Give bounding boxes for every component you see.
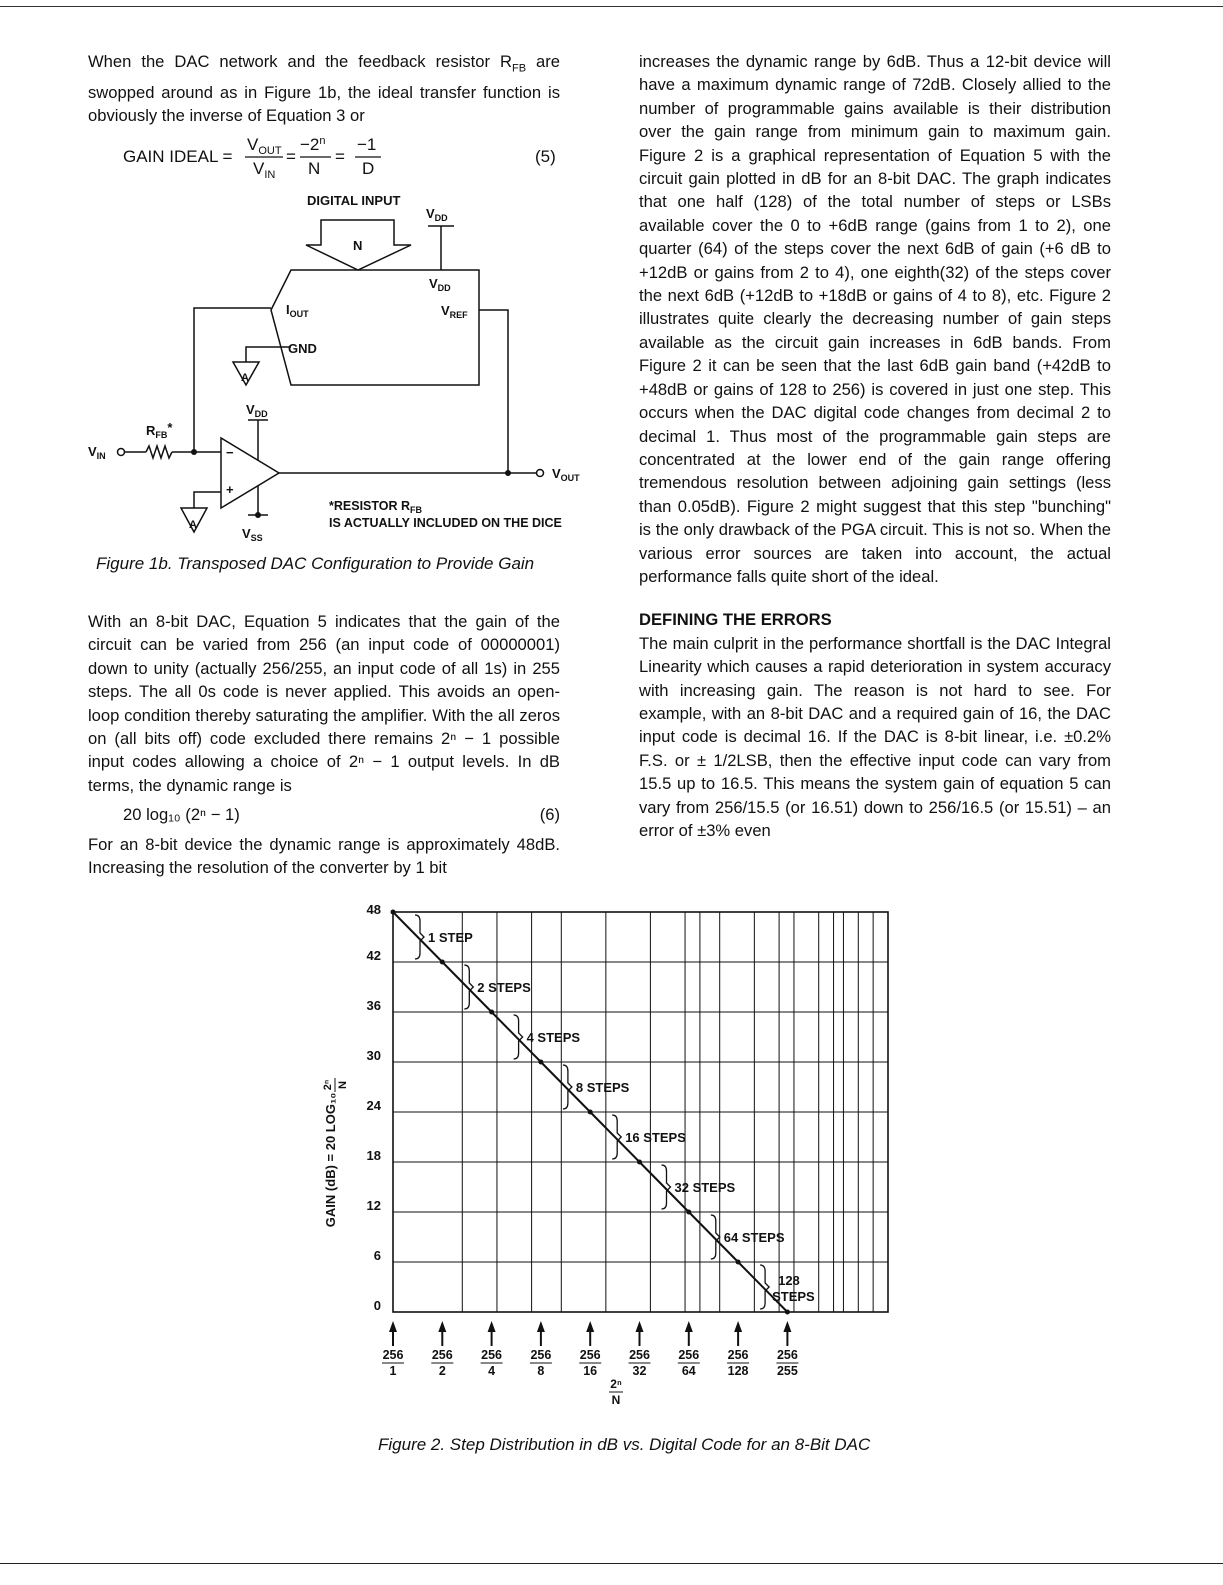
y-tick-label: 24: [366, 1098, 381, 1113]
x-tick-arrow-head: [685, 1321, 693, 1332]
vdd-label: $V_{DD}$: [426, 206, 448, 223]
text-run: are swopped around as in Figure 1b, the ideal transfer function is obviously the inverse of Equation 3 or: [88, 52, 561, 126]
junction-dot: [505, 470, 511, 476]
step-label: STEPS: [772, 1289, 815, 1304]
digital-input-label: DIGITAL INPUT: [307, 193, 401, 208]
step-label: 16 STEPS: [625, 1130, 686, 1145]
junction-dot: [255, 512, 261, 518]
right-paragraph-2: The main culprit in the performance shortfall is the DAC Integral Linearity which causes a rapid deterioration in system accuracy with increasing gain. The reason is not hard to see. For example, with an 8-bit DAC and a required gain of 16, the DAC input code is decimal 16. If the DAC is 8-bit linear, i.e. ±0.2% F.S. or ± 1/2LSB, then the effective input code can vary from 15.5 up to 16.5. This means the system gain of equation 5 can vary from 256/15.5 (or 16.51) down to 256/16.5 (or 15.51) – an error of ±3% even: [639, 633, 1111, 840]
rfb-resistor: [146, 446, 172, 458]
step-label: 32 STEPS: [674, 1180, 736, 1195]
y-frac-num: 2ⁿ: [322, 1079, 334, 1091]
eq-sign: =: [286, 147, 296, 166]
y-tick-label: 12: [366, 1198, 381, 1213]
iout-label: $I_{OUT}$: [286, 302, 309, 319]
step-label: 8 STEPS: [575, 1080, 630, 1095]
data-point: [785, 1310, 790, 1315]
figure-2-chart: [300, 895, 920, 1430]
vout-terminal: [537, 470, 544, 477]
equation-6: [88, 803, 560, 826]
x-frac-den: N: [611, 1393, 621, 1407]
noninverting-wire: [194, 492, 221, 508]
vref-wire: [479, 310, 508, 472]
x-tick-denominator: 2: [438, 1364, 446, 1378]
data-point: [637, 1160, 642, 1165]
x-tick-numerator: 256: [481, 1348, 503, 1362]
chart-grid: [393, 912, 888, 1312]
gnd-label: GND: [288, 341, 317, 356]
equation-5-graphic: [123, 136, 560, 186]
junction-dot: [191, 449, 197, 455]
x-tick-arrow-head: [537, 1321, 545, 1332]
subscript: FB: [511, 62, 527, 75]
data-point: [686, 1210, 691, 1215]
x-tick-denominator: 64: [681, 1364, 696, 1378]
y-frac-den: N: [337, 1081, 349, 1089]
minus-sign: −: [226, 445, 234, 460]
equation-5: [123, 136, 560, 186]
resistor-note-line1: *RESISTOR $R_{FB}$: [329, 499, 423, 515]
x-tick-arrow-head: [586, 1321, 594, 1332]
figure-1b-caption: Figure 1b. Transposed DAC Configuration to Provide Gain: [96, 554, 535, 573]
x-tick-numerator: 256: [776, 1348, 798, 1362]
data-point: [440, 960, 445, 965]
a-label: A: [241, 372, 249, 384]
vdd-label-2: $V_{DD}$: [429, 276, 451, 293]
x-tick-denominator: 255: [776, 1364, 798, 1378]
left-paragraph-2: With an 8-bit DAC, Equation 5 indicates that the gain of the circuit can be varied from 256 (an input code of 00000001) down to unity (actually 256/255, an input code of all 1s) in 255 steps. The all 0s code is never applied. This avoids an open-loop condition thereby saturating the amplifier. With the all zeros on (all bits off) code excluded there remains 2ⁿ − 1 possible input codes allowing a choice of 2ⁿ − 1 output levels. In dB terms, the dynamic range is: [88, 612, 560, 795]
y-tick-label: 48: [366, 902, 381, 917]
eq-num2: $-2^n$: [300, 136, 326, 154]
figure-1b-circuit: [86, 190, 586, 550]
left-paragraph-3: For an 8-bit device the dynamic range is approximately 48dB. Increasing the resolution of the converter by 1 bit: [88, 834, 560, 878]
right-paragraph-1: increases the dynamic range by 6dB. Thus a 12-bit device will have a maximum dynamic range of 72dB. Closely allied to the number of programmable gains available is their distribution over the gain range from minimum gain to maximum gain. Figure 2 is a graphical representation of Equation 5 with the circuit gain plotted in dB for an 8-bit DAC. The graph indicates that one half (128) of the total number of steps or LSBs available cover the 0 to +6dB range (gains from 1 to 2), one quarter (64) of the steps cover the next 6dB of gain (+6 dB to +12dB or gains from 2 to 4), one eighth(32) of the steps cover the next 6dB (+12dB to +18dB or gains of 4 to 8), etc. Figure 2 illustrates quite clearly the decreasing number of gain steps available as the circuit gain increases in 6dB bands. From Figure 2 it can be seen that the last 6dB gain band (+42dB to +48dB or gains of 128 to 256) is covered in just one step. This occurs when the DAC digital code changes from decimal 2 to decimal 1. Thus most of the programmable gain steps are concentrated at the lower end of the gain range offering tremendous resolution between adjoining gain settings (less than 0.05dB). Figure 2 might suggest that this step "bunching" is the only drawback of the PGA circuit. This is not so. When the various error sources are taken into account, the actual performance falls quite short of the ideal.: [639, 52, 1111, 586]
y-tick-label: 0: [373, 1298, 381, 1313]
y-axis-fraction: [322, 1078, 349, 1092]
x-tick-numerator: 256: [579, 1348, 601, 1362]
x-tick-numerator: 256: [530, 1348, 552, 1362]
section-heading: DEFINING THE ERRORS: [639, 610, 832, 630]
x-tick-arrow-head: [438, 1321, 446, 1332]
vdd-op-label: $V_{DD}$: [246, 402, 268, 419]
data-point: [588, 1110, 593, 1115]
left-paragraph-1: [88, 50, 560, 128]
x-tick-labels: [382, 1321, 798, 1378]
x-tick-numerator: 256: [678, 1348, 700, 1362]
x-tick-denominator: 8: [537, 1364, 545, 1378]
vin-terminal: [118, 449, 125, 456]
equation-lhs: GAIN IDEAL =: [123, 147, 233, 166]
step-label: 64 STEPS: [723, 1230, 785, 1245]
eq-den3: D: [362, 159, 375, 178]
x-tick-arrow-head: [389, 1321, 397, 1332]
resistor-note-line2: IS ACTUALLY INCLUDED ON THE DICE: [329, 516, 562, 530]
x-tick-denominator: 16: [583, 1364, 598, 1378]
y-tick-labels: [367, 902, 382, 1313]
plus-sign: +: [226, 482, 234, 497]
x-tick-numerator: 256: [382, 1348, 404, 1362]
step-label: 4 STEPS: [526, 1030, 581, 1045]
data-point: [489, 1010, 494, 1015]
data-point: [391, 910, 396, 915]
iout-wire: [194, 308, 271, 452]
left-column-lower: [88, 610, 560, 879]
figure-2-caption: Figure 2. Step Distribution in dB vs. Digital Code for an 8-Bit DAC: [378, 1435, 871, 1454]
eq-sign: =: [335, 147, 345, 166]
equation-number: (5): [535, 147, 556, 166]
a-label-2: A: [189, 519, 197, 531]
x-tick-numerator: 256: [727, 1348, 749, 1362]
x-axis-fraction: [609, 1377, 623, 1407]
n-label: N: [353, 238, 363, 253]
eq-den2: N: [308, 159, 321, 178]
x-tick-denominator: 4: [488, 1364, 496, 1378]
right-column: [639, 50, 1111, 842]
x-tick-arrow-head: [734, 1321, 742, 1332]
y-tick-label: 42: [366, 948, 381, 963]
x-tick-arrow-head: [636, 1321, 644, 1332]
y-tick-label: 30: [366, 1048, 381, 1063]
equation-6-text: 20 log₁₀ (2ⁿ − 1): [123, 805, 240, 825]
data-point: [736, 1260, 741, 1265]
x-tick-numerator: 256: [431, 1348, 453, 1362]
vin-label: $V_{IN}$: [88, 444, 106, 461]
x-tick-denominator: 32: [632, 1364, 647, 1378]
step-label: 1 STEP: [428, 930, 473, 945]
eq-num3: −1: [357, 136, 377, 154]
eq-num1: $V_{OUT}$: [247, 136, 282, 157]
x-frac-num: 2ⁿ: [610, 1377, 622, 1391]
x-tick-arrow-head: [783, 1321, 791, 1332]
x-tick-numerator: 256: [629, 1348, 650, 1362]
x-tick-arrow-head: [488, 1321, 496, 1332]
vout-label: $V_{OUT}$: [552, 466, 580, 483]
rfb-label: $R_{FB}*$: [146, 420, 173, 440]
equation-6-number: (6): [539, 805, 560, 825]
left-column: [88, 50, 560, 128]
data-point: [538, 1060, 543, 1065]
step-label: 128: [778, 1273, 800, 1288]
eq-den1: $V_{IN}$: [253, 159, 276, 181]
x-tick-denominator: 1: [389, 1364, 397, 1378]
step-label: 2 STEPS: [477, 980, 531, 995]
vss-label: $V_{SS}$: [242, 526, 263, 543]
y-axis-label: GAIN (dB) = 20 LOG₁₀: [323, 1092, 338, 1228]
vref-label: $V_{REF}$: [441, 303, 468, 320]
top-rule: [0, 6, 1223, 7]
x-tick-denominator: 128: [727, 1364, 749, 1378]
text-run: When the DAC network and the feedback resistor R: [88, 52, 512, 71]
bottom-rule: [0, 1563, 1223, 1564]
y-tick-label: 18: [366, 1148, 381, 1163]
y-tick-label: 36: [366, 998, 381, 1013]
y-tick-label: 6: [373, 1248, 381, 1263]
